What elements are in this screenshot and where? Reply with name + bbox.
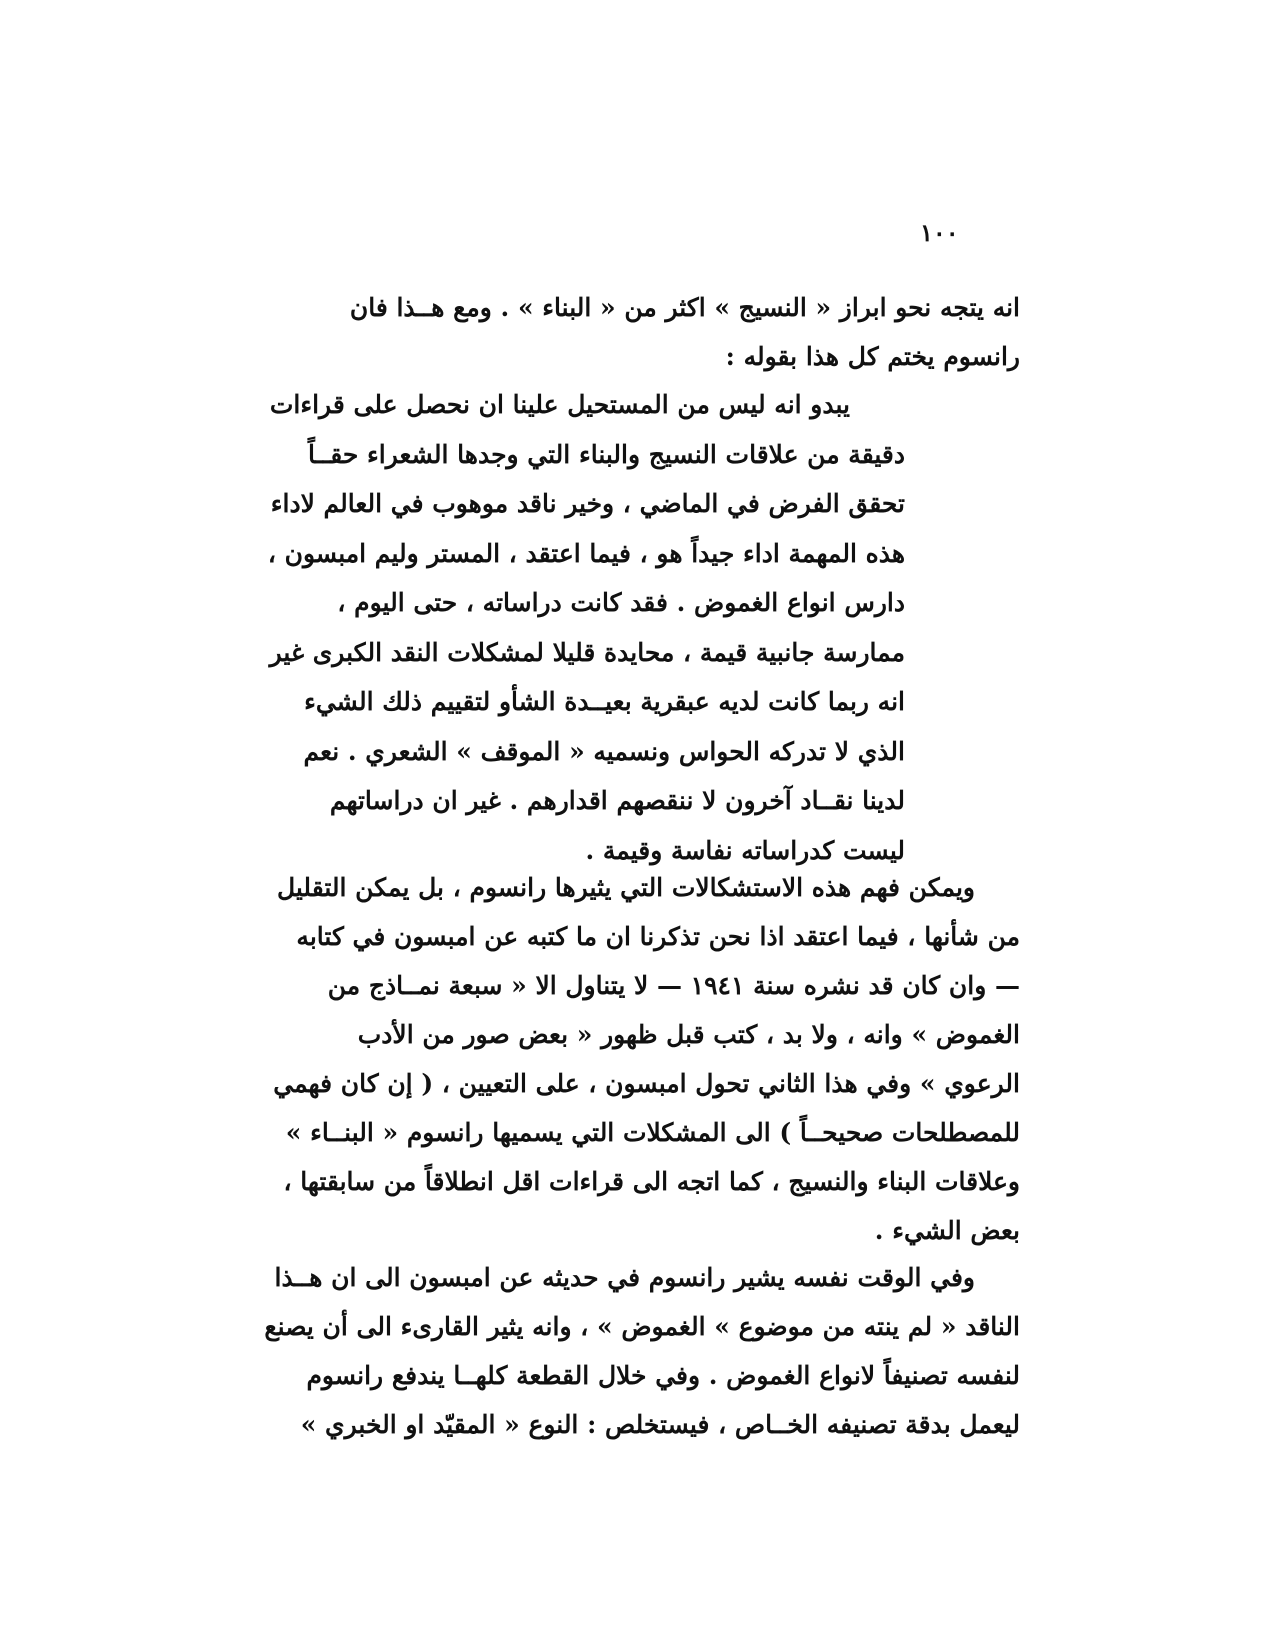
quote-line: دقيقة من علاقات النسيج والبناء التي وجدها الشعراء حقــاً	[307, 439, 905, 469]
quote-line: هذه المهمة اداء جيداً هو ، فيما اعتقد ، المستر وليم امبسون ،	[267, 538, 905, 568]
paragraph-3	[245, 1253, 1020, 1449]
text-line: ليعمل بدقة تصنيفه الخــاص ، فيستخلص : النوع « المقيّد او الخبري »	[300, 1410, 1020, 1439]
text-line: رانسوم يختم كل هذا بقوله :	[725, 342, 1020, 371]
text-line: بعض الشيء .	[874, 1216, 1020, 1245]
text-line: وفي الوقت نفسه يشير رانسوم في حديثه عن امبسون الى ان هــذا	[274, 1263, 975, 1292]
page-number: ١٠٠	[920, 218, 959, 247]
text-line: الغموض » وانه ، ولا بد ، كتب قبل ظهور « بعض صور من الأدب	[357, 1020, 1020, 1049]
paragraph-2	[245, 863, 1020, 1255]
quote-line: دارس انواع الغموض . فقد كانت دراساته ، حتى اليوم ،	[337, 588, 905, 617]
text-line: الرعوي » وفي هذا الثاني تحول امبسون ، على التعيين ، ( إن كان فهمي	[273, 1069, 1020, 1098]
text-line: ويمكن فهم هذه الاستشكالات التي يثيرها رانسوم ، بل يمكن التقليل	[276, 873, 975, 902]
block-quote	[245, 380, 905, 875]
quote-line: لدينا نقــاد آخرون لا ننقصهم اقدارهم . غير ان دراساتهم	[329, 786, 905, 815]
text-line: — وان كان قد نشره سنة ١٩٤١ — لا يتناول الا « سبعة نمــاذج من	[327, 971, 1020, 1000]
text-line: وعلاقات البناء والنسيج ، كما اتجه الى قراءات اقل انطلاقاً من سابقتها ،	[283, 1167, 1020, 1196]
quote-line: ممارسة جانبية قيمة ، محايدة قليلا لمشكلات النقد الكبرى غير	[269, 637, 905, 667]
text-line: من شأنها ، فيما اعتقد اذا نحن تذكرنا ان ما كتبه عن امبسون في كتابه	[296, 922, 1020, 951]
text-line: للمصطلحات صحيحــاً ) الى المشكلات التي يسميها رانسوم « البنــاء »	[285, 1118, 1020, 1147]
quote-line: تحقق الفرض في الماضي ، وخير ناقد موهوب في العالم لاداء	[270, 489, 905, 518]
text-line: الناقد « لم ينته من موضوع » الغموض » ، وانه يثير القارىء الى أن يصنع	[264, 1312, 1020, 1341]
quote-line: انه ربما كانت لديه عبقرية بعيــدة الشأو لتقييم ذلك الشيء	[304, 687, 905, 716]
paragraph-1	[245, 283, 1020, 381]
quote-line: يبدو انه ليس من المستحيل علينا ان نحصل على قراءات	[269, 390, 850, 419]
quote-line: الذي لا تدركه الحواس ونسميه « الموقف » الشعري . نعم	[303, 736, 905, 766]
text-line: انه يتجه نحو ابراز « النسيج » اكثر من « البناء » . ومع هــذا فان	[349, 293, 1020, 322]
text-line: لنفسه تصنيفاً لانواع الغموض . وفي خلال القطعة كلهــا يندفع رانسوم	[306, 1361, 1020, 1390]
quote-line: ليست كدراساته نفاسة وقيمة .	[585, 835, 905, 865]
